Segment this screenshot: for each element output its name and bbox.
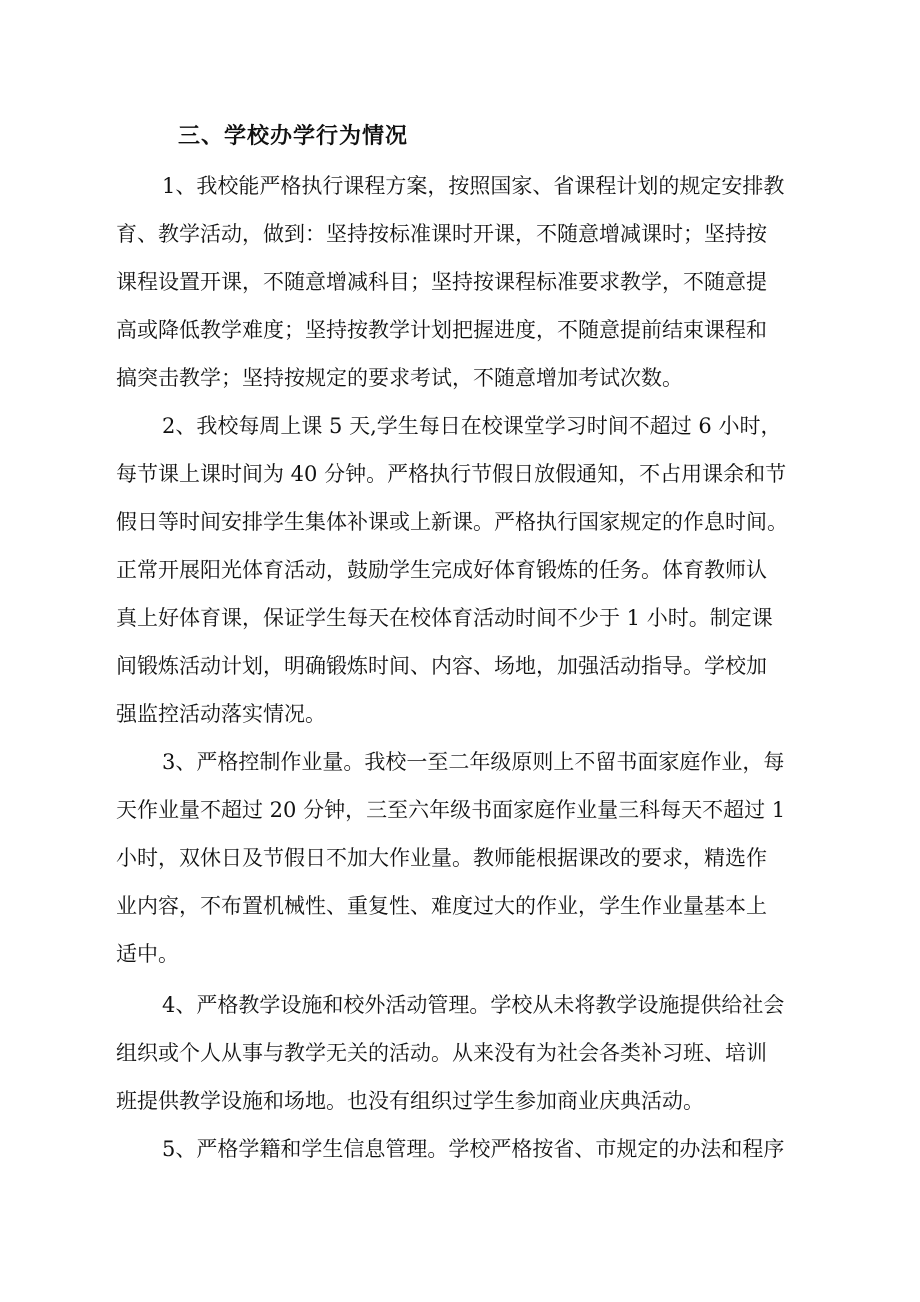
text-line: 高或降低教学难度；坚持按教学计划把握进度，不随意提前结束课程和 [116,318,767,342]
text-line: 假日等时间安排学生集体补课或上新课。严格执行国家规定的作息时间。 [116,510,788,534]
text-line: 5、严格学籍和学生信息管理。学校严格按省、市规定的办法和程序 [162,1137,785,1161]
text-line: 强监控活动落实情况。 [116,702,326,726]
text-line: 间锻炼活动计划，明确锻炼时间、内容、场地，加强活动指导。学校加 [116,654,767,678]
text-line: 班提供教学设施和场地。也没有组织过学生参加商业庆典活动。 [116,1089,704,1113]
text-line: 1、我校能严格执行课程方案，按照国家、省课程计划的规定安排教 [162,174,785,198]
text-line: 搞突击教学；坚持按规定的要求考试，不随意增加考试次数。 [116,366,683,390]
text-line: 3、严格控制作业量。我校一至二年级原则上不留书面家庭作业，每 [162,750,785,774]
text-line: 每节课上课时间为 40 分钟。严格执行节假日放假通知，不占用课余和节 [116,462,787,486]
text-line: 4、严格教学设施和校外活动管理。学校从未将教学设施提供给社会 [162,993,785,1017]
section-heading: 三、学校办学行为情况 [178,123,409,149]
text-line: 天作业量不超过 20 分钟，三至六年级书面家庭作业量三科每天不超过 1 [116,798,786,822]
text-line: 组织或个人从事与教学无关的活动。从来没有为社会各类补习班、培训 [116,1041,767,1065]
text-line: 课程设置开课，不随意增减科目；坚持按课程标准要求教学，不随意提 [116,270,767,294]
text-line: 业内容，不布置机械性、重复性、难度过大的作业，学生作业量基本上 [116,894,767,918]
text-line: 正常开展阳光体育活动，鼓励学生完成好体育锻炼的任务。体育教师认 [116,558,767,582]
text-line: 适中。 [116,942,179,966]
text-line: 2、我校每周上课 5 天,学生每日在校课堂学习时间不超过 6 小时， [162,414,782,438]
text-line: 育、教学活动，做到：坚持按标准课时开课，不随意增减课时；坚持按 [116,222,767,246]
text-line: 小时，双休日及节假日不加大作业量。教师能根据课改的要求，精选作 [116,846,767,870]
text-line: 真上好体育课，保证学生每天在校体育活动时间不少于 1 小时。制定课 [116,606,773,630]
